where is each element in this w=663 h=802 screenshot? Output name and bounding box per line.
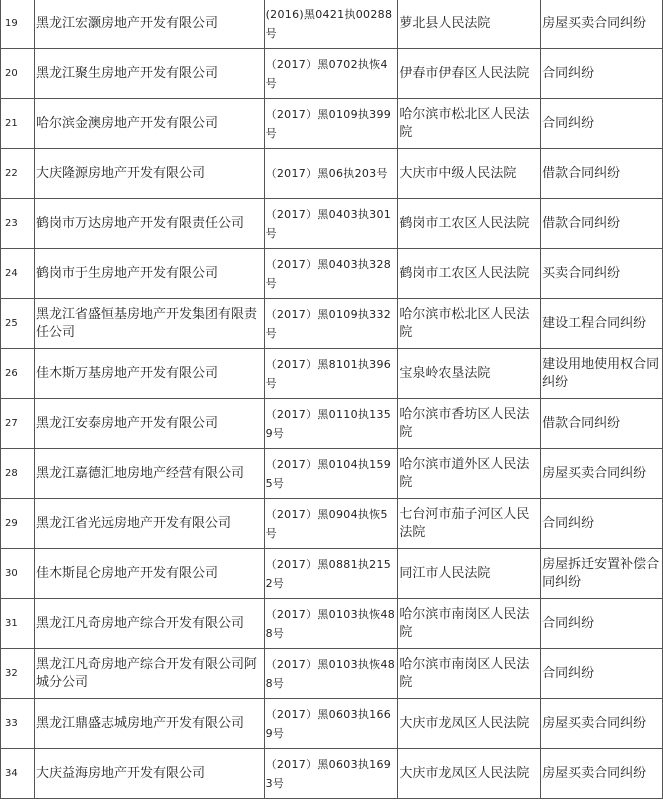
case-cause-cell: 合同纠纷 [541, 649, 663, 699]
court-name-cell: 大庆市龙凤区人民法院 [398, 699, 541, 749]
table-row [1, 0, 663, 49]
court-name-cell: 哈尔滨市南岗区人民法院 [398, 649, 541, 699]
company-name-cell: 黑龙江鼎盛志城房地产开发有限公司 [34, 699, 264, 749]
case-number-cell: （2017）黑0109执332号 [264, 299, 398, 349]
row-number-cell: 23 [1, 199, 35, 249]
case-number-cell: (2016)黑0421执00288号 [264, 0, 398, 49]
table-row [1, 149, 663, 199]
court-name-cell: 哈尔滨市道外区人民法院 [398, 449, 541, 499]
case-number-cell: （2017）黑0103执恢488号 [264, 649, 398, 699]
court-name-cell: 哈尔滨市松北区人民法院 [398, 99, 541, 149]
case-number-cell: （2017）黑06执203号 [264, 149, 398, 199]
row-number-cell: 22 [1, 149, 35, 199]
case-cause-cell: 合同纠纷 [541, 499, 663, 549]
court-name-cell: 哈尔滨市南岗区人民法院 [398, 599, 541, 649]
court-name-cell: 大庆市中级人民法院 [398, 149, 541, 199]
table-row [1, 449, 663, 499]
row-number-cell: 29 [1, 499, 35, 549]
table-row [1, 749, 663, 799]
row-number-cell: 28 [1, 449, 35, 499]
court-name-cell: 哈尔滨市松北区人民法院 [398, 299, 541, 349]
case-number-cell: （2017）黑8101执396号 [264, 349, 398, 399]
company-name-cell: 黑龙江凡奇房地产综合开发有限公司 [34, 599, 264, 649]
row-number-cell: 20 [1, 49, 35, 99]
company-name-cell: 黑龙江省盛恒基房地产开发集团有限责任公司 [34, 299, 264, 349]
case-cause-cell: 房屋买卖合同纠纷 [541, 449, 663, 499]
company-name-cell: 大庆益海房地产开发有限公司 [34, 749, 264, 799]
row-number-cell: 26 [1, 349, 35, 399]
company-name-cell: 哈尔滨金澳房地产开发有限公司 [34, 99, 264, 149]
row-number-cell: 32 [1, 649, 35, 699]
case-cause-cell: 合同纠纷 [541, 49, 663, 99]
case-cause-cell: 合同纠纷 [541, 99, 663, 149]
court-name-cell: 哈尔滨市香坊区人民法院 [398, 399, 541, 449]
table-row [1, 499, 663, 549]
table-row [1, 299, 663, 349]
table-row [1, 699, 663, 749]
table-row [1, 199, 663, 249]
company-name-cell: 黑龙江宏灏房地产开发有限公司 [34, 0, 264, 49]
court-name-cell: 七台河市茄子河区人民法院 [398, 499, 541, 549]
case-number-cell: （2017）黑0109执399号 [264, 99, 398, 149]
table-row [1, 649, 663, 699]
case-cause-cell: 房屋买卖合同纠纷 [541, 0, 663, 49]
case-cause-cell: 借款合同纠纷 [541, 399, 663, 449]
row-number-cell: 30 [1, 549, 35, 599]
case-number-cell: （2017）黑0403执301号 [264, 199, 398, 249]
table-row [1, 399, 663, 449]
court-name-cell: 大庆市龙凤区人民法院 [398, 749, 541, 799]
company-name-cell: 黑龙江安泰房地产开发有限公司 [34, 399, 264, 449]
case-number-cell: （2017）黑0104执1595号 [264, 449, 398, 499]
case-cause-cell: 建设用地使用权合同纠纷 [541, 349, 663, 399]
case-number-cell: （2017）黑0110执1359号 [264, 399, 398, 449]
company-name-cell: 大庆隆源房地产开发有限公司 [34, 149, 264, 199]
court-name-cell: 鹤岗市工农区人民法院 [398, 199, 541, 249]
row-number-cell: 33 [1, 699, 35, 749]
row-number-cell: 31 [1, 599, 35, 649]
table-row [1, 349, 663, 399]
case-number-cell: （2017）黑0403执328号 [264, 249, 398, 299]
case-cause-cell: 借款合同纠纷 [541, 199, 663, 249]
table-row [1, 99, 663, 149]
table-row [1, 249, 663, 299]
company-name-cell: 黑龙江嘉德汇地房地产经营有限公司 [34, 449, 264, 499]
case-cause-cell: 房屋买卖合同纠纷 [541, 749, 663, 799]
case-number-cell: （2017）黑0603执1693号 [264, 749, 398, 799]
table-row [1, 599, 663, 649]
row-number-cell: 24 [1, 249, 35, 299]
company-name-cell: 佳木斯万基房地产开发有限公司 [34, 349, 264, 399]
row-number-cell: 19 [1, 0, 35, 49]
row-number-cell: 34 [1, 749, 35, 799]
company-name-cell: 鹤岗市于生房地产开发有限公司 [34, 249, 264, 299]
case-cause-cell: 借款合同纠纷 [541, 149, 663, 199]
row-number-cell: 25 [1, 299, 35, 349]
case-number-cell: （2017）黑0103执恢488号 [264, 599, 398, 649]
case-cause-cell: 房屋拆迁安置补偿合同纠纷 [541, 549, 663, 599]
table-row [1, 549, 663, 599]
case-cause-cell: 合同纠纷 [541, 599, 663, 649]
case-number-cell: （2017）黑0881执2152号 [264, 549, 398, 599]
row-number-cell: 27 [1, 399, 35, 449]
court-name-cell: 萝北县人民法院 [398, 0, 541, 49]
court-name-cell: 宝泉岭农垦法院 [398, 349, 541, 399]
case-cause-cell: 买卖合同纠纷 [541, 249, 663, 299]
case-number-cell: （2017）黑0603执1669号 [264, 699, 398, 749]
court-name-cell: 伊春市伊春区人民法院 [398, 49, 541, 99]
company-name-cell: 黑龙江凡奇房地产综合开发有限公司阿城分公司 [34, 649, 264, 699]
row-number-cell: 21 [1, 99, 35, 149]
case-cause-cell: 房屋买卖合同纠纷 [541, 699, 663, 749]
company-name-cell: 黑龙江省光远房地产开发有限公司 [34, 499, 264, 549]
company-name-cell: 鹤岗市万达房地产开发有限责任公司 [34, 199, 264, 249]
company-name-cell: 黑龙江聚生房地产开发有限公司 [34, 49, 264, 99]
court-name-cell: 同江市人民法院 [398, 549, 541, 599]
company-name-cell: 佳木斯昆仑房地产开发有限公司 [34, 549, 264, 599]
case-number-cell: （2017）黑0702执恢4号 [264, 49, 398, 99]
court-name-cell: 鹤岗市工农区人民法院 [398, 249, 541, 299]
case-number-cell: （2017）黑0904执恢5号 [264, 499, 398, 549]
table-row [1, 49, 663, 99]
case-cause-cell: 建设工程合同纠纷 [541, 299, 663, 349]
